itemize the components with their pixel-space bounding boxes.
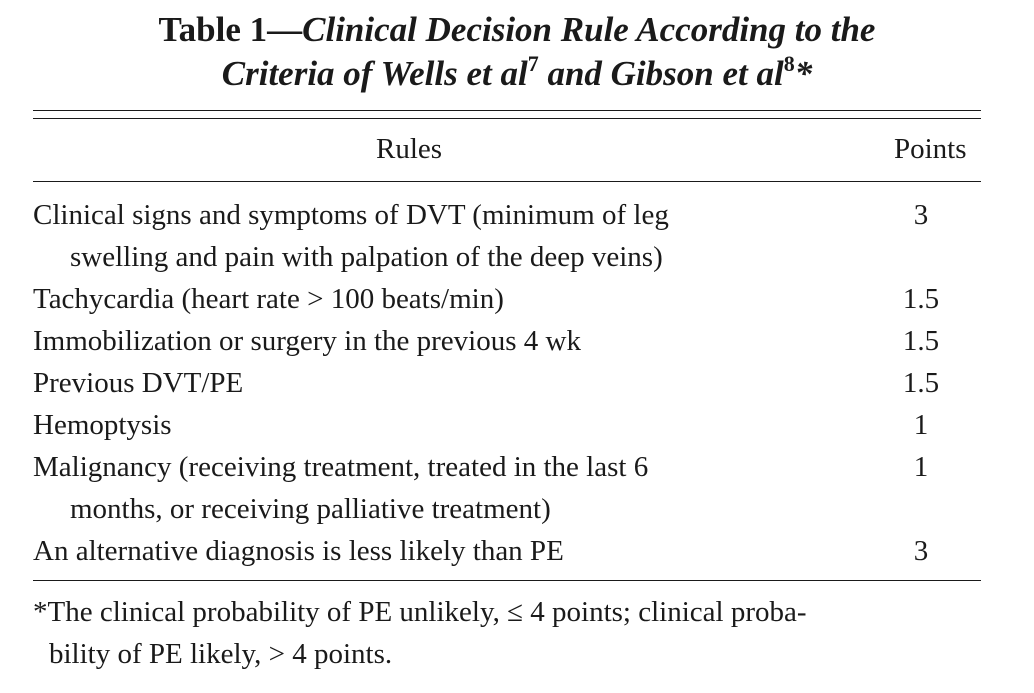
row-label: Clinical signs and symptoms of DVT (minimum of leg — [33, 199, 669, 231]
table-number: Table 1— — [158, 10, 303, 49]
row-label: Previous DVT/PE — [33, 367, 244, 399]
row-label-continued: months, or receiving palliative treatment) — [70, 493, 551, 525]
table-row-tachycardia — [33, 278, 981, 320]
table-row-alternative-diagnosis — [33, 530, 981, 572]
row-label: Hemoptysis — [33, 409, 172, 441]
row-points: 1.5 — [902, 325, 940, 357]
row-points: 3 — [913, 199, 929, 231]
footnote-line-1: *The clinical probability of PE unlikely, ≤ 4 points; clinical proba- — [33, 596, 807, 628]
top-rule-upper — [33, 110, 981, 111]
table-row-previous-dvt-pe — [33, 362, 981, 404]
table-title — [0, 8, 1034, 96]
bottom-rule — [33, 580, 981, 581]
reference-8: 8 — [783, 51, 795, 76]
row-label: Tachycardia (heart rate > 100 beats/min) — [33, 283, 504, 315]
table-row-dvt-signs — [33, 194, 981, 278]
top-rule-lower — [33, 118, 981, 119]
table-row-immobilization — [33, 320, 981, 362]
column-header-points: Points — [894, 133, 967, 165]
table-title-line-1 — [0, 8, 1034, 52]
row-label: Malignancy (receiving treatment, treated in the last 6 — [33, 451, 649, 483]
table-caption-line-2a: Criteria of Wells et al — [221, 54, 528, 93]
row-label-continued: swelling and pain with palpation of the deep veins) — [70, 241, 663, 273]
header-rule — [33, 181, 981, 182]
table-caption-line-2b: and Gibson et al — [538, 54, 784, 93]
table-row-malignancy — [33, 446, 981, 530]
footnote-line-2: bility of PE likely, > 4 points. — [49, 638, 393, 670]
table-title-line-2 — [0, 52, 1034, 96]
row-label: Immobilization or surgery in the previous 4 wk — [33, 325, 581, 357]
row-points: 1 — [913, 451, 929, 483]
column-header-rules: Rules — [376, 133, 443, 165]
row-points: 3 — [913, 535, 929, 567]
table-footnote — [33, 591, 981, 675]
row-points: 1.5 — [902, 283, 940, 315]
table-caption-line-1: Clinical Decision Rule According to the — [302, 10, 876, 49]
row-points: 1 — [913, 409, 929, 441]
row-label: An alternative diagnosis is less likely than PE — [33, 535, 564, 567]
row-points: 1.5 — [902, 367, 940, 399]
footnote-marker: * — [794, 54, 813, 93]
table-row-hemoptysis — [33, 404, 981, 446]
reference-7: 7 — [527, 51, 539, 76]
